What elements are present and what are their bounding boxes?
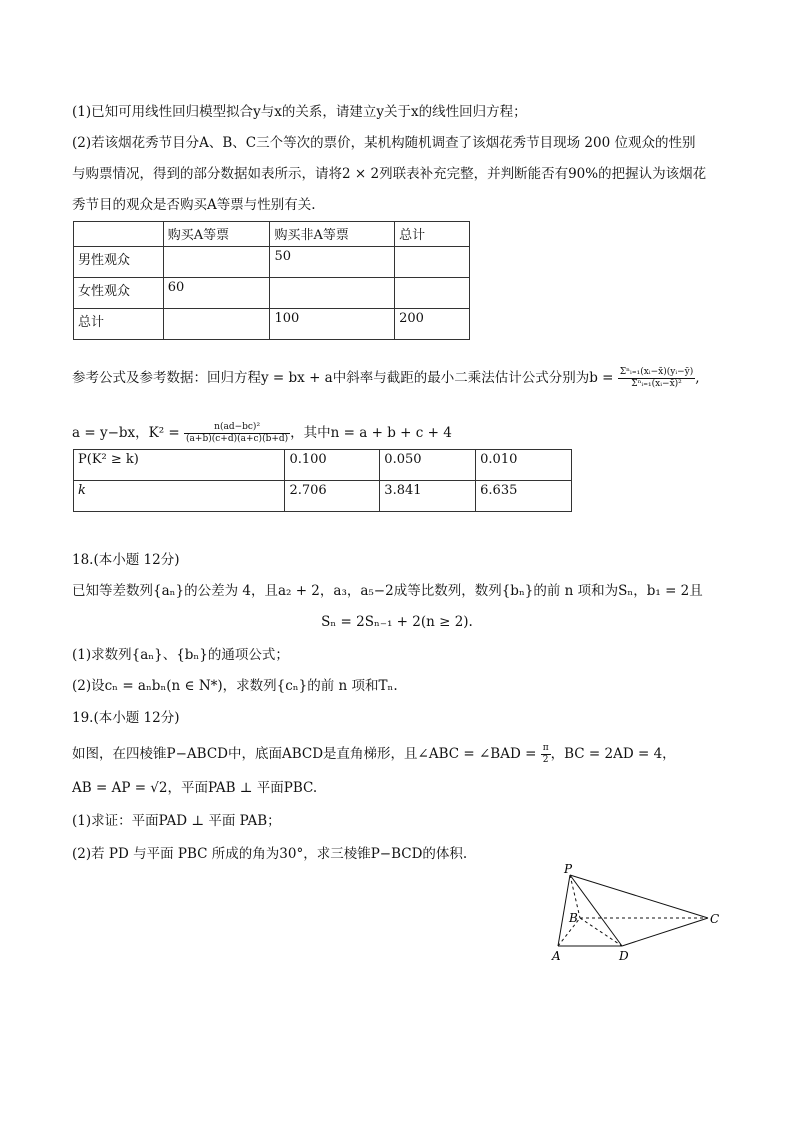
table-cell: 总计 [395,222,470,247]
pi-numerator: π [542,743,549,753]
q19-part1: (1)求证：平面PAD ⊥ 平面 PAB； [72,813,281,829]
ref-formula-line2 [72,422,452,445]
table-cell [74,222,164,247]
critical-value-table [73,449,572,512]
table-row [74,278,470,309]
pi-over-2 [541,743,551,766]
table-cell [163,247,270,278]
edge-PC [570,875,708,918]
pyramid-figure [540,862,730,967]
ref-formula-line1: 参考公式及参考数据：回归方程y = bx + a中斜率与截距的最小二乘法估计公式分别为b = $\frac{\text{Σⁿᵢ₌₁(xᵢ−x̄)(yᵢ−ȳ)}}{\text{Σⁿᵢ₌₁(xᵢ−x̄)²}}$ , [72,367,700,389]
q17-part2-line1: (2)若该烟花秀节目分A、B、C三个等次的票价，某机构随机调查了该烟花秀节目现场 200 位观众的性别 [72,135,696,151]
table-cell: k [74,481,285,512]
q19-line2: AB = AP = √2，平面PAB ⊥ 平面PBC. [72,780,318,796]
table-cell: 2.706 [285,481,380,512]
table-cell: 0.010 [476,450,572,481]
q17-part2-line3: 秀节目的观众是否购买A等票与性别有关. [72,197,316,213]
k2-numerator: n(ad−bc)² [184,422,290,434]
ref-middle: 中斜率与截距的最小二乘法估计公式分别为 [332,370,590,386]
table-cell: 6.635 [476,481,572,512]
regression-equation: y = bx + a [261,370,333,386]
table-row [74,481,572,512]
intercept-and-k2: a = y−bx，K² = [72,425,180,441]
table-cell: 总计 [74,309,164,340]
k2-fraction [184,422,290,445]
table-cell: 100 [270,309,395,340]
q19-line1-b: ，BC = 2AD = 4， [550,746,676,762]
table-row [74,450,572,481]
label-A: A [552,949,561,963]
q19-title: 19.(本小题 12分) [72,710,180,726]
table-cell: 200 [395,309,470,340]
q19-part2: (2)若 PD 与平面 PBC 所成的角为30°，求三棱锥P−BCD的体积. [72,846,468,862]
q19-line1 [72,743,676,766]
table-cell [270,278,395,309]
q18-part1: (1)求数列{aₙ}、{bₙ}的通项公式； [72,647,289,663]
label-C: C [710,912,720,926]
contingency-table [73,221,470,340]
ref-prefix: 参考公式及参考数据：回归方程 [72,370,261,386]
q17-part1: (1)已知可用线性回归模型拟合y与x的关系，请建立y关于x的线性回归方程； [72,104,527,120]
table-cell: 3.841 [380,481,476,512]
q18-title: 18.(本小题 12分) [72,552,180,568]
table-cell: 购买A等票 [163,222,270,247]
ref-line2-suffix: ，其中n = a + b + c + 4 [290,425,452,441]
q18-line2: Sₙ = 2Sₙ₋₁ + 2(n ≥ 2). [321,614,473,630]
slope-numerator: Σⁿᵢ₌₁(xᵢ−x̄)(yᵢ−ȳ) [619,367,694,377]
slope-denominator: Σⁿᵢ₌₁(xᵢ−x̄)² [631,379,682,389]
table-row [74,309,470,340]
table-row [74,247,470,278]
edge-DC [622,918,708,946]
table-cell: 男性观众 [74,247,164,278]
table-cell: 60 [163,278,270,309]
label-D: D [619,949,629,963]
edge-BD [580,918,622,946]
label-P: P [564,862,573,876]
table-cell: 0.100 [285,450,380,481]
q19-line1-a: 如图，在四棱锥P−ABCD中，底面ABCD是直角梯形，且∠ABC = ∠BAD = [72,746,537,762]
q18-part2: (2)设cₙ = aₙbₙ(n ∈ N*)，求数列{cₙ}的前 n 项和Tₙ. [72,678,398,694]
k2-denominator: (a+b)(c+d)(a+c)(b+d) [186,434,289,444]
table-cell: 购买非A等票 [270,222,395,247]
table-cell [395,247,470,278]
table-cell: 50 [270,247,395,278]
slope-label: b = [589,370,614,386]
table-cell [163,309,270,340]
table-cell: P(K² ≥ k) [74,450,285,481]
slope-fraction [618,367,696,390]
table-row [74,222,470,247]
label-B: B [569,911,578,925]
pi-denominator: 2 [542,755,549,765]
table-cell [395,278,470,309]
q17-part2-line2: 与购票情况，得到的部分数据如表所示，请将2 × 2列联表补充完整，并判断能否有90%的把握认为该烟花 [72,166,707,182]
table-cell: 0.050 [380,450,476,481]
table-cell: 女性观众 [74,278,164,309]
q18-line1: 已知等差数列{aₙ}的公差为 4，且a₂ + 2，a₃，a₅−2成等比数列，数列{bₙ}的前 n 项和为Sₙ，b₁ = 2且 [72,583,703,599]
